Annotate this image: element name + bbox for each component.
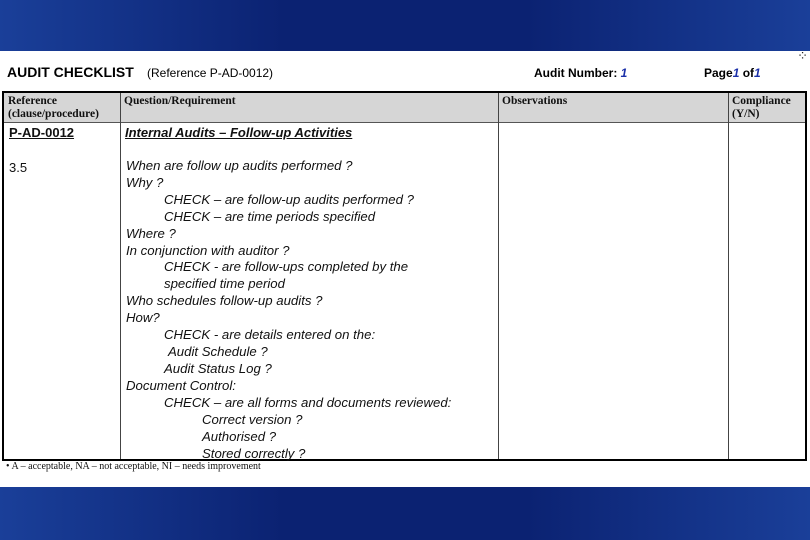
top-banner bbox=[0, 0, 810, 51]
question-line: Audit Status Log ? bbox=[164, 361, 272, 376]
column-header-compliance: Compliance (Y/N) bbox=[728, 93, 805, 123]
page-label: Page bbox=[704, 66, 733, 80]
column-header-reference: Reference (clause/procedure) bbox=[4, 93, 120, 123]
question-line: Correct version ? bbox=[202, 412, 303, 427]
section-title: Internal Audits – Follow-up Activities bbox=[125, 125, 353, 140]
footnote bbox=[6, 461, 261, 472]
question-line: How? bbox=[126, 310, 160, 325]
page-indicator bbox=[704, 66, 761, 80]
audit-number-label: Audit Number: bbox=[534, 66, 618, 80]
page-of: of bbox=[742, 66, 755, 80]
question-line: When are follow up audits performed ? bbox=[126, 158, 353, 173]
question-line: Document Control: bbox=[126, 378, 236, 393]
question-line: CHECK – are all forms and documents reviewed: bbox=[164, 395, 452, 410]
checklist-header bbox=[7, 64, 803, 84]
question-line: Audit Schedule ? bbox=[168, 344, 268, 359]
page-title: AUDIT CHECKLIST bbox=[7, 64, 134, 80]
question-line: Where ? bbox=[126, 226, 176, 241]
reference-id: P-AD-0012 bbox=[9, 125, 75, 140]
question-line: CHECK - are follow-ups completed by the bbox=[164, 259, 409, 274]
column-divider bbox=[498, 93, 499, 459]
column-header-observations: Observations bbox=[498, 93, 728, 123]
corner-decoration-icon: ⁘ bbox=[797, 49, 808, 64]
audit-number bbox=[534, 66, 627, 80]
question-line: Stored correctly ? bbox=[202, 446, 306, 461]
page-total: 1 bbox=[754, 66, 761, 80]
reference-code: (Reference P-AD-0012) bbox=[147, 66, 274, 80]
column-header-question: Question/Requirement bbox=[120, 93, 498, 123]
bullet-icon: • bbox=[6, 461, 10, 472]
question-line: Authorised ? bbox=[202, 429, 277, 444]
question-line: CHECK – are follow-up audits performed ? bbox=[164, 192, 414, 207]
footnote-text: A – acceptable, NA – not acceptable, NI – needs improvement bbox=[11, 461, 261, 472]
question-line: Why ? bbox=[126, 175, 164, 190]
column-divider bbox=[728, 93, 729, 459]
checklist-table bbox=[2, 91, 807, 461]
question-line: CHECK – are time periods specified bbox=[164, 209, 376, 224]
question-line: Who schedules follow-up audits ? bbox=[126, 293, 323, 308]
question-line: CHECK - are details entered on the: bbox=[164, 327, 376, 342]
audit-number-value: 1 bbox=[620, 66, 628, 80]
question-line: specified time period bbox=[164, 276, 285, 291]
column-divider bbox=[120, 93, 121, 459]
bottom-banner bbox=[0, 487, 810, 540]
question-line: In conjunction with auditor ? bbox=[126, 243, 290, 258]
page-current: 1 bbox=[732, 66, 740, 80]
clause-number: 3.5 bbox=[9, 160, 28, 175]
